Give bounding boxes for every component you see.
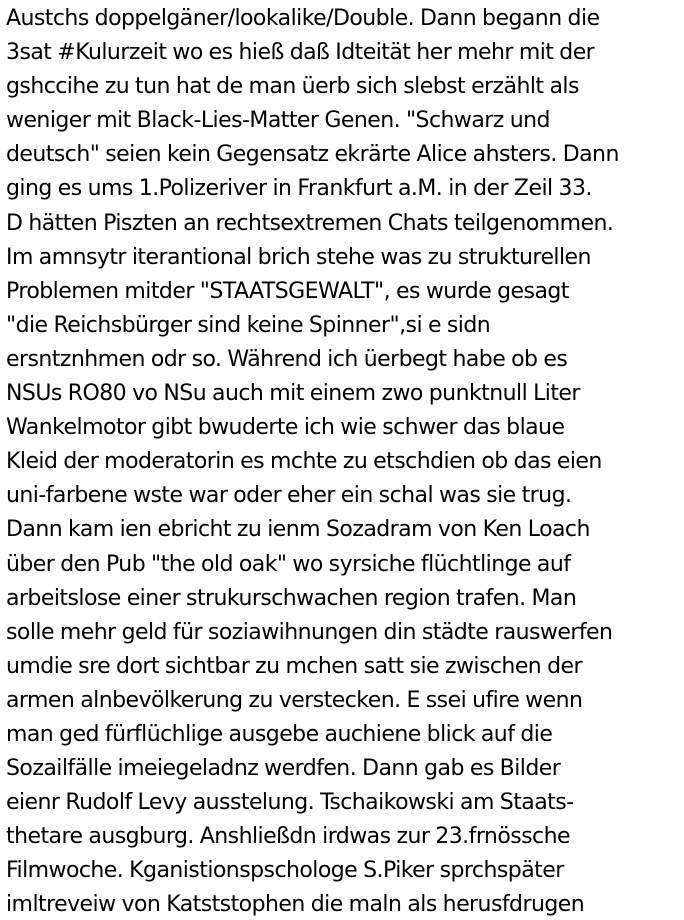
text-line: weniger mit Black-Lies-Matter Genen. "Schwarz und [6, 108, 550, 134]
text-line: Austchs doppelgäner/lookalike/Double. Dann begann die [6, 6, 600, 31]
text-line: Dann kam ien ebricht zu ienm Sozadram von Ken Loach [6, 517, 590, 543]
text-line: eienr Rudolf Levy ausstelung. Tschaikowski am Staats- [6, 790, 574, 816]
text-line: Wankelmotor gibt bwuderte ich wie schwer das blaue [6, 415, 565, 441]
text-line: "die Reichsbürger sind keine Spinner",si e sidn [6, 312, 491, 338]
text-line: uni-farbene wste war oder eher ein schal was sie trug. [6, 483, 572, 509]
text-line: solle mehr geld für soziawihnungen din städte rauswerfen [6, 619, 613, 645]
text-line: Filmwoche. Kganistionspschologe S.Piker sprchspäter [6, 858, 564, 884]
text-line: man ged fürflüchlige ausgebe auchiene blick auf die [6, 721, 553, 747]
text-line: deutsch" seien kein Gegensatz ekrärte Alice ahsters. Dann [6, 142, 619, 168]
text-line: Problemen mitder "STAATSGEWALT", es wurde gesagt [6, 278, 569, 304]
text-line: Im amnsytr iterantional brich stehe was zu strukturellen [6, 244, 591, 270]
text-line: ging es ums 1.Polizeriver in Frankfurt a.M. in der Zeil 33. [6, 176, 592, 202]
text-line: 3sat #Kulurzeit wo es hieß daß Idteität her mehr mit der [6, 40, 595, 66]
text-line: umdie sre dort sichtbar zu mchen satt sie zwischen der [6, 653, 583, 679]
text-line: D hätten Piszten an rechtsextremen Chats teilgenommen. [6, 210, 614, 236]
text-line: imltreveiw von Katststophen die maln als herusfdrugen [6, 892, 585, 918]
text-line: Sozailfälle imeiegeladnz werdfen. Dann gab es Bilder [6, 756, 561, 782]
text-line: gshccihe zu tun hat de man üerb sich slebst erzählt als [6, 74, 579, 100]
text-line: thetare ausgburg. Anshließdn irdwas zur 23.frnössche [6, 824, 570, 850]
text-line: NSUs RO80 vo NSu auch mit einem zwo punktnull Liter [6, 381, 580, 407]
text-line: ersntznhmen odr so. Während ich üerbegt habe ob es [6, 346, 568, 372]
text-line: armen alnbevölkerung zu verstecken. E ssei ufire wenn [6, 687, 583, 713]
text-line: Kleid der moderatorin es mchte zu etschdien ob das eien [6, 449, 602, 475]
text-line: über den Pub "the old oak" wo syrsiche flüchtlinge auf [6, 551, 571, 577]
text-line: arbeitslose einer strukurschwachen region trafen. Man [6, 585, 577, 611]
